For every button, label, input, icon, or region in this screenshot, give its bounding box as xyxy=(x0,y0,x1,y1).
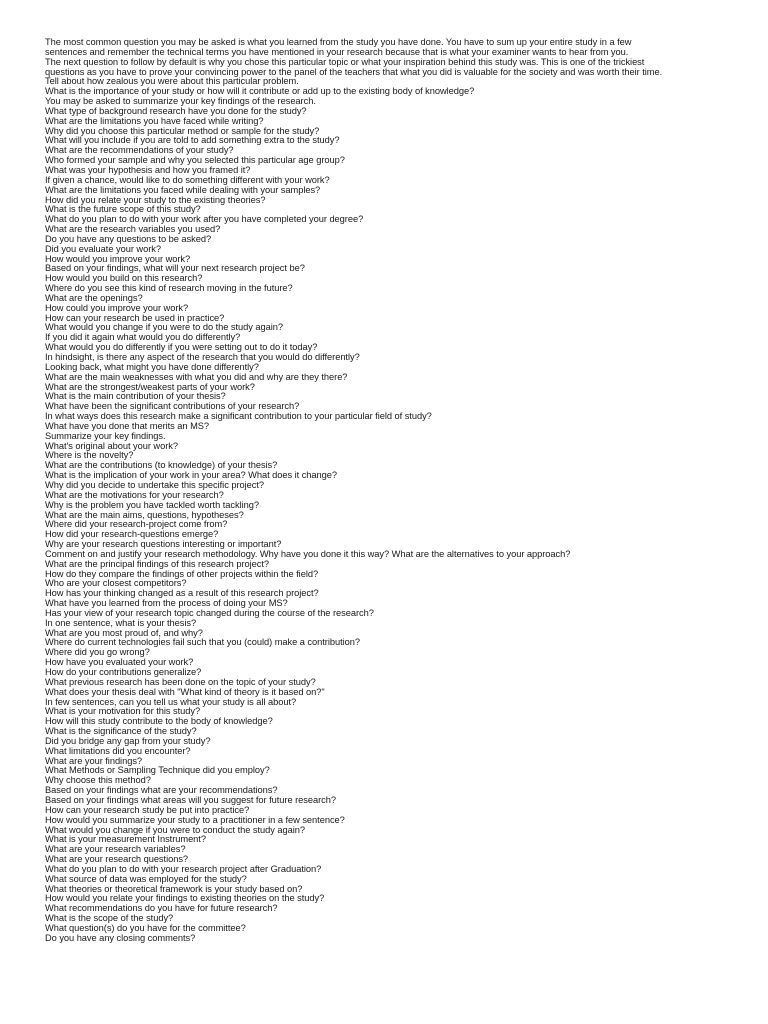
text-line: What would you change if you were to conduct the study again? xyxy=(45,825,306,835)
text-line: Who formed your sample and why you selected this particular age group? xyxy=(45,156,345,166)
text-line: Based on your findings, what will your next research project be? xyxy=(45,264,305,274)
text-line: What question(s) do you have for the committee? xyxy=(45,923,246,933)
text-line: What are the contributions (to knowledge) of your thesis? xyxy=(45,461,278,471)
text-line: What are the main weaknesses with what you did and why are they there? xyxy=(45,372,348,382)
text-line: What is the importance of your study or how will it contribute or add up to the existing body of knowledge? xyxy=(45,87,475,97)
text-line: Based on your findings what areas will you suggest for future research? xyxy=(45,795,337,805)
text-line: What theories or theoretical framework is your study based on? xyxy=(45,884,303,894)
text-line: In one sentence, what is your thesis? xyxy=(45,618,197,628)
text-line: What is the main contribution of your thesis? xyxy=(45,392,226,402)
text-line: Has your view of your research topic changed during the course of the research? xyxy=(45,608,374,618)
text-line: In few sentences, can you tell us what your study is all about? xyxy=(45,697,297,707)
text-line: What have you learned from the process of doing your MS? xyxy=(45,599,288,609)
text-line: What is the scope of the study? xyxy=(45,914,174,924)
text-line: Why did you decide to undertake this specific project? xyxy=(45,480,264,490)
text-line: What was your hypothesis and how you framed it? xyxy=(45,165,251,175)
text-line: Why did you choose this particular method or sample for the study? xyxy=(45,126,320,136)
text-line: What are the limitations you have faced while writing? xyxy=(45,116,264,126)
text-line: How will this study contribute to the body of knowledge? xyxy=(45,717,273,727)
text-line: Do you have any closing comments? xyxy=(45,933,196,943)
text-line: What have you done that merits an MS? xyxy=(45,421,210,431)
text-line: What are the motivations for your research? xyxy=(45,490,224,500)
text-line: What will you include if you are told to add something extra to the study? xyxy=(45,136,340,146)
text-line: What previous research has been done on the topic of your study? xyxy=(45,677,316,687)
text-line: Looking back, what might you have done differently? xyxy=(45,362,259,372)
text-line: If given a chance, would like to do something different with your work? xyxy=(45,175,330,185)
text-line: Comment on and justify your research methodology. Why have you done it this way? What are the alternatives to your approach? xyxy=(45,549,571,559)
text-line: How do they compare the findings of other projects within the field? xyxy=(45,569,319,579)
text-line: What are the main aims, questions, hypotheses? xyxy=(45,510,244,520)
text-line: What are the recommendations of your study? xyxy=(45,146,234,156)
text-line: Where is the novelty? xyxy=(45,451,134,461)
text-line: The most common question you may be asked is what you learned from the study you have done. You have to sum up your entire study in a few xyxy=(45,38,632,47)
text-line: Where did your research-project come from? xyxy=(45,520,228,530)
text-line: How can your research be used in practice? xyxy=(45,313,225,323)
text-line: How could you improve your work? xyxy=(45,303,189,313)
text-line: How would you relate your findings to existing theories on the study? xyxy=(45,894,325,904)
text-line: What have been the significant contributions of your research? xyxy=(45,402,300,412)
text-line: How did your research-questions emerge? xyxy=(45,530,219,540)
text-line: Where do current technologies fail such that you (could) make a contribution? xyxy=(45,638,361,648)
text-line: How has your thinking changed as a result of this research project? xyxy=(45,589,319,599)
text-line: What is your motivation for this study? xyxy=(45,707,201,717)
text-line: You may be asked to summarize your key findings of the research. xyxy=(45,97,316,107)
text-line: Did you bridge any gap from your study? xyxy=(45,736,211,746)
text-line: Based on your findings what are your recommendations? xyxy=(45,786,278,796)
text-line: How do your contributions generalize? xyxy=(45,668,202,677)
text-line: What recommendations do you have for future research? xyxy=(45,904,278,914)
text-line: How have you evaluated your work? xyxy=(45,658,194,668)
text-line: questions as you have to prove your convincing power to the panel of the teachers that what you did is valuable for the society and was worth their time. xyxy=(45,67,663,77)
text-line: How would you summarize your study to a practitioner in a few sentence? xyxy=(45,815,345,825)
text-line: What is the implication of your work in your area? What does it change? xyxy=(45,471,338,481)
text-line: What are your research questions? xyxy=(45,855,189,865)
text-line: What is the future scope of this study? xyxy=(45,205,201,215)
text-line: Why are your research questions interesting or important? xyxy=(45,540,282,550)
text-line: How did you relate your study to the existing theories? xyxy=(45,195,266,205)
text-line: What are the limitations you faced while dealing with your samples? xyxy=(45,185,321,195)
text-line: How can your research study be put into practice? xyxy=(45,805,250,815)
text-line: Why is the problem you have tackled worth tackling? xyxy=(45,500,259,510)
text-line: What type of background research have you done for the study? xyxy=(45,106,307,116)
text-line: Who are your closest competitors? xyxy=(45,579,187,589)
text-line: What would you do differently if you were setting out to do it today? xyxy=(45,343,318,353)
text-line: Do you have any questions to be asked? xyxy=(45,234,212,244)
text-line: What do you plan to do with your work after you have completed your degree? xyxy=(45,215,364,225)
text-line: How would you build on this research? xyxy=(45,274,203,284)
text-line: What does your thesis deal with "What kind of theory is it based on?" xyxy=(45,687,325,697)
text-line: Tell about how zealous you were about this particular problem. xyxy=(45,77,299,87)
text-line: Where did you go wrong? xyxy=(45,648,150,658)
text-line: In hindsight, is there any aspect of the research that you would do differently? xyxy=(45,353,360,362)
text-line: What would you change if you were to do the study again? xyxy=(45,323,284,333)
text-line: What are the openings? xyxy=(45,293,143,303)
text-line: Where do you see this kind of research moving in the future? xyxy=(45,284,293,294)
text-line: What are your research variables? xyxy=(45,845,186,855)
text-line: What is your measurement Instrument? xyxy=(45,835,206,845)
text-line: What's original about your work? xyxy=(45,441,178,451)
text-line: The next question to follow by default is why you chose this particular topic or what your inspiration behind this study was. This is one of the trickiest xyxy=(45,57,645,67)
text-line: sentences and remember the technical terms you have mentioned in your research because that is what your examiner wants to hear from you. xyxy=(45,47,629,57)
text-line: What are the strongest/weakest parts of your work? xyxy=(45,382,255,392)
document-body xyxy=(45,38,721,944)
text-line: What source of data was employed for the study? xyxy=(45,874,247,884)
text-line: What limitations did you encounter? xyxy=(45,746,191,756)
text-line: What do you plan to do with your research project after Graduation? xyxy=(45,864,322,874)
text-line: Summarize your key findings. xyxy=(45,431,166,441)
text-line: What are your findings? xyxy=(45,756,143,766)
text-line: What are the research variables you used? xyxy=(45,225,221,235)
text-line: What are you most proud of, and why? xyxy=(45,628,203,638)
text-line: What are the principal findings of this research project? xyxy=(45,559,270,569)
text-line: How would you improve your work? xyxy=(45,254,191,264)
text-line: Why choose this method? xyxy=(45,776,151,786)
text-line: Did you evaluate your work? xyxy=(45,244,161,254)
text-line: In what ways does this research make a significant contribution to your particular field of study? xyxy=(45,412,432,422)
text-line: What is the significance of the study? xyxy=(45,727,197,737)
text-line: If you did it again what would you do differently? xyxy=(45,333,241,343)
text-line: What Methods or Sampling Technique did you employ? xyxy=(45,766,270,776)
